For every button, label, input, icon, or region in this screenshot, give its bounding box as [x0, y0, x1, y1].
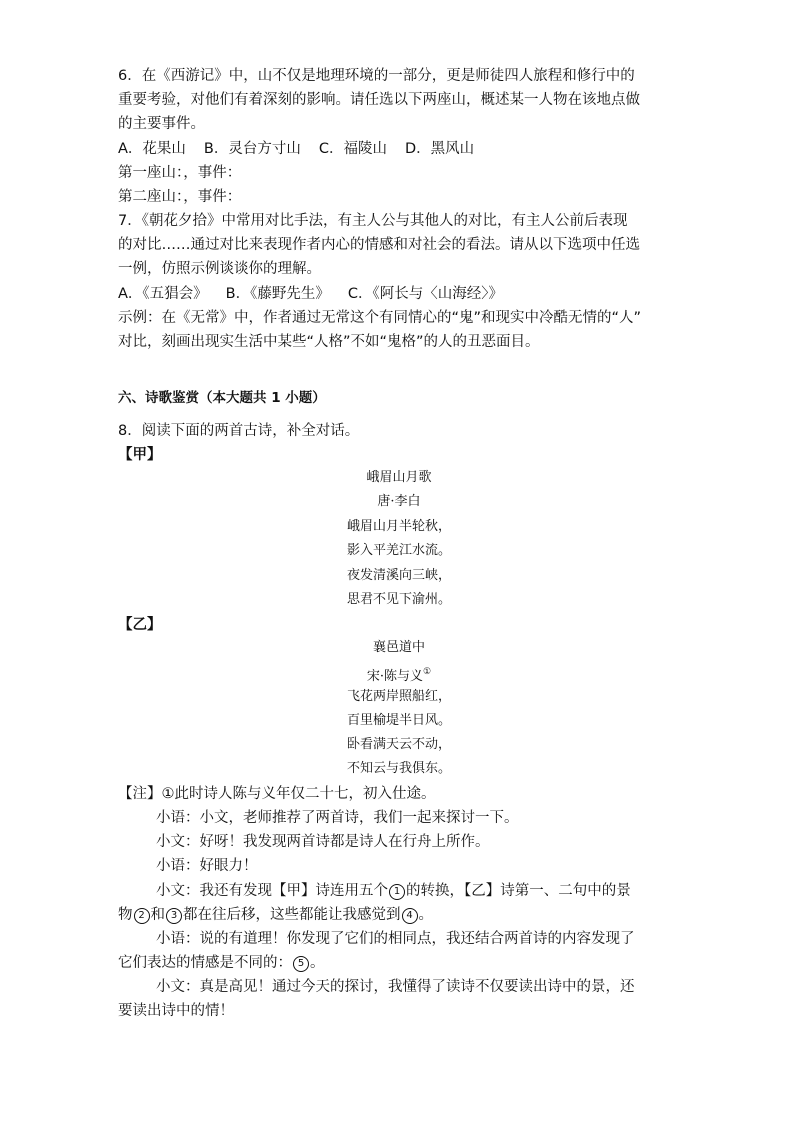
q7-example-2: 对比，刻画出现实生活中某些“人格”不如“鬼格”的人的丑恶面目。	[118, 334, 540, 350]
dialogue-4-text-e: 都在往后移，这些都能让我感觉到	[183, 907, 401, 923]
poem-yi-author-line	[250, 662, 548, 687]
blank-marker-2: 2	[134, 908, 150, 924]
q7-option-b: B．《藤野先生》	[225, 286, 330, 302]
q6-blank-1: 第一座山：，事件：	[118, 165, 242, 181]
q7-line-3: 一例，仿照示例谈谈你的理解。	[118, 261, 321, 277]
q8-intro: 8．阅读下面的两首古诗，补全对话。	[118, 423, 360, 439]
dialogue-4-text-c: 物	[118, 907, 133, 923]
poem-jia-line-1: 峨眉山月半轮秋，	[346, 519, 451, 534]
poem-yi-author-mark: ①	[423, 667, 432, 677]
q6-line-2: 重要考验，对他们有着深刻的影响。请任选以下两座山，概述某一人物在该地点做	[118, 92, 640, 108]
dialogue-6-line-1: 小文：真是高见！通过今天的探讨，我懂得了读诗不仅要读出诗中的景，还	[156, 979, 635, 995]
poem-yi-line-3: 卧看满天云不动，	[346, 737, 451, 752]
dialogue-4-text-d: 和	[150, 907, 165, 923]
q6-line-3: 的主要事件。	[118, 116, 205, 132]
poem-yi-line-1: 飞花两岸照船红，	[346, 689, 451, 704]
q7-example-1: 示例：在《无常》中，作者通过无常这个有同情心的“鬼”和现实中冷酷无情的“人”	[118, 310, 642, 326]
poem-jia-title: 峨眉山月歌	[366, 470, 432, 485]
q6-blank-2: 第二座山：，事件：	[118, 189, 242, 205]
label-jia: 【甲】	[118, 447, 162, 463]
poem-jia-line-3: 夜发清溪向三峡，	[346, 568, 451, 583]
blank-marker-5: 5	[293, 956, 309, 972]
poem-jia-line-4: 思君不见下渝州。	[346, 592, 451, 607]
dialogue-4-line-1	[156, 879, 631, 903]
dialogue-5-text-c: 。	[310, 955, 325, 971]
poem-yi-title: 襄邑道中	[372, 640, 425, 655]
dialogue-3: 小语：好眼力！	[156, 858, 258, 874]
blank-marker-1: 1	[389, 884, 405, 900]
dialogue-1: 小语：小文，老师推荐了两首诗，我们一起来探讨一下。	[156, 810, 519, 826]
dialogue-4-text-f: 。	[418, 907, 433, 923]
dialogue-5-line-1: 小语：说的有道理！你发现了它们的相同点，我还结合两首诗的内容发现了	[156, 931, 635, 947]
q6-line-1: 6．在《西游记》中，山不仅是地理环境的一部分，更是师徒四人旅程和修行中的	[118, 68, 635, 84]
poem-yi-author: 宋·陈与义	[366, 669, 424, 684]
q6-options	[118, 137, 492, 161]
q6-option-d: D．黑风山	[405, 141, 475, 157]
q7-option-c: C．《阿长与〈山海经〉》	[347, 286, 503, 302]
poem-jia-author: 唐·李白	[377, 494, 421, 509]
dialogue-5-line-2	[118, 951, 325, 975]
poem-yi-line-2: 百里榆堤半日风。	[346, 713, 451, 728]
blank-marker-3: 3	[166, 908, 182, 924]
dialogue-4-text-a: 小文：我还有发现【甲】诗连用五个	[156, 883, 388, 899]
q6-option-c: C．福陵山	[318, 141, 387, 157]
section-6-title: 六、诗歌鉴赏（本大题共 1 小题）	[118, 390, 326, 406]
label-yi: 【乙】	[118, 617, 162, 633]
dialogue-4-text-b: 的转换，【乙】诗第一、二句中的景	[406, 883, 631, 899]
poem-yi-line-4: 不知云与我俱东。	[346, 761, 451, 776]
q7-options	[118, 282, 521, 306]
dialogue-6-line-2: 要读出诗中的情！	[118, 1003, 234, 1019]
q7-line-1: 7．《朝花夕拾》中常用对比手法，有主人公与其他人的对比，有主人公前后表现	[118, 213, 628, 229]
q7-option-a: A．《五猖会》	[118, 286, 208, 302]
blank-marker-4: 4	[402, 908, 418, 924]
q7-line-2: 的对比……通过对比来表现作者内心的情感和对社会的看法。请从以下选项中任选	[118, 237, 640, 253]
q6-option-b: B．灵台方寸山	[203, 141, 301, 157]
dialogue-5-text-b: 它们表达的情感是不同的：	[118, 955, 292, 971]
dialogue-2: 小文：好呀！我发现两首诗都是诗人在行舟上所作。	[156, 834, 490, 850]
q6-option-a: A．花果山	[118, 141, 186, 157]
poem-jia-line-2: 影入平羌江水流。	[346, 543, 451, 558]
poem-note: 【注】①此时诗人陈与义年仅二十七，初入仕途。	[118, 786, 436, 802]
dialogue-4-line-2	[118, 903, 433, 927]
